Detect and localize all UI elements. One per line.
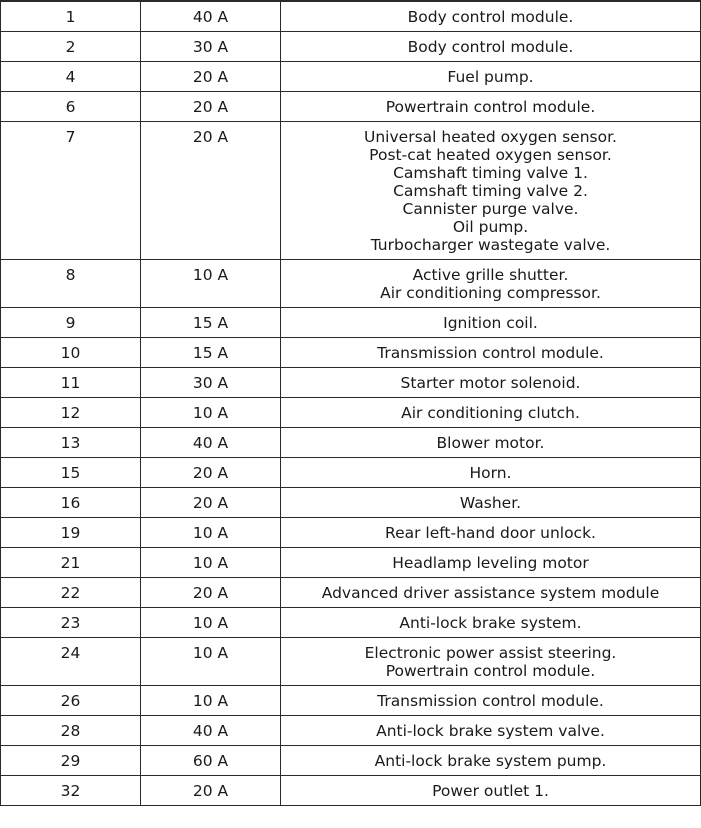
fuse-rating-cell: 20 A (141, 122, 281, 260)
table-row (1, 260, 701, 308)
fuse-rating-cell: 10 A (141, 398, 281, 428)
table-row (1, 338, 701, 368)
protected-circuit-cell (281, 686, 701, 716)
fuse-number-cell: 21 (1, 548, 141, 578)
protected-circuit-cell (281, 122, 701, 260)
protected-circuit-line: Transmission control module. (377, 344, 604, 362)
protected-circuit-line: Air conditioning compressor. (380, 284, 601, 302)
protected-circuit-line: Body control module. (407, 8, 574, 26)
protected-circuit-cell (281, 308, 701, 338)
protected-circuit-cell (281, 398, 701, 428)
fuse-number-cell: 26 (1, 686, 141, 716)
fuse-number-cell: 16 (1, 488, 141, 518)
fuse-rating-cell: 40 A (141, 428, 281, 458)
fuse-number-cell: 11 (1, 368, 141, 398)
fuse-number-cell: 10 (1, 338, 141, 368)
protected-circuit-line: Horn. (469, 464, 512, 482)
protected-circuit-cell (281, 608, 701, 638)
table-row (1, 398, 701, 428)
protected-circuit-line: Active grille shutter. (412, 266, 569, 284)
table-row (1, 308, 701, 338)
fuse-rating-cell: 60 A (141, 746, 281, 776)
fuse-number-cell: 2 (1, 32, 141, 62)
fuse-number-cell: 4 (1, 62, 141, 92)
protected-circuit-line: Air conditioning clutch. (401, 404, 580, 422)
fuse-number-cell: 9 (1, 308, 141, 338)
protected-circuit-line: Oil pump. (452, 218, 529, 236)
protected-circuit-line: Starter motor solenoid. (400, 374, 581, 392)
protected-circuit-cell (281, 458, 701, 488)
protected-circuit-line: Headlamp leveling motor (392, 554, 589, 572)
fuse-rating-cell: 10 A (141, 260, 281, 308)
fuse-rating-cell: 20 A (141, 458, 281, 488)
table-row (1, 92, 701, 122)
protected-circuit-cell (281, 518, 701, 548)
fuse-rating-cell: 40 A (141, 716, 281, 746)
table-row (1, 1, 701, 32)
protected-circuit-line: Universal heated oxygen sensor. (364, 128, 617, 146)
protected-circuit-line: Anti-lock brake system pump. (374, 752, 607, 770)
fuse-number-cell: 8 (1, 260, 141, 308)
table-row (1, 458, 701, 488)
protected-circuit-line: Powertrain control module. (385, 98, 596, 116)
fuse-number-cell: 19 (1, 518, 141, 548)
fuse-number-cell: 32 (1, 776, 141, 806)
fuse-rating-cell: 10 A (141, 608, 281, 638)
fuse-table-body (1, 1, 701, 806)
fuse-rating-cell: 15 A (141, 338, 281, 368)
fuse-rating-cell: 20 A (141, 92, 281, 122)
protected-circuit-line: Blower motor. (436, 434, 545, 452)
protected-circuit-line: Electronic power assist steering. (364, 644, 617, 662)
table-row (1, 62, 701, 92)
table-row (1, 488, 701, 518)
fuse-rating-cell: 20 A (141, 62, 281, 92)
protected-circuit-cell (281, 62, 701, 92)
protected-circuit-line: Body control module. (407, 38, 574, 56)
protected-circuit-line: Transmission control module. (377, 692, 604, 710)
protected-circuit-cell (281, 368, 701, 398)
fuse-rating-cell: 20 A (141, 488, 281, 518)
protected-circuit-cell (281, 578, 701, 608)
protected-circuit-cell (281, 488, 701, 518)
table-row (1, 608, 701, 638)
protected-circuit-line: Ignition coil. (443, 314, 538, 332)
protected-circuit-line: Turbocharger wastegate valve. (370, 236, 611, 254)
protected-circuit-line: Fuel pump. (447, 68, 534, 86)
table-row (1, 428, 701, 458)
fuse-rating-cell: 30 A (141, 368, 281, 398)
table-row (1, 578, 701, 608)
table-row (1, 32, 701, 62)
protected-circuit-line: Washer. (459, 494, 522, 512)
table-row (1, 548, 701, 578)
fuse-number-cell: 23 (1, 608, 141, 638)
fuse-rating-cell: 10 A (141, 548, 281, 578)
protected-circuit-cell (281, 776, 701, 806)
protected-circuit-line: Power outlet 1. (432, 782, 549, 800)
fuse-rating-cell: 10 A (141, 686, 281, 716)
table-row (1, 518, 701, 548)
table-row (1, 716, 701, 746)
fuse-rating-cell: 15 A (141, 308, 281, 338)
fuse-number-cell: 1 (1, 1, 141, 32)
fuse-number-cell: 29 (1, 746, 141, 776)
protected-circuit-cell (281, 548, 701, 578)
fuse-number-cell: 15 (1, 458, 141, 488)
fuse-number-cell: 6 (1, 92, 141, 122)
fuse-number-cell: 13 (1, 428, 141, 458)
protected-circuit-line: Camshaft timing valve 2. (393, 182, 588, 200)
protected-circuit-cell (281, 32, 701, 62)
fuse-number-cell: 7 (1, 122, 141, 260)
table-row (1, 746, 701, 776)
protected-circuit-line: Post-cat heated oxygen sensor. (369, 146, 612, 164)
protected-circuit-line: Anti-lock brake system. (399, 614, 582, 632)
fuse-number-cell: 24 (1, 638, 141, 686)
fuse-rating-cell: 10 A (141, 518, 281, 548)
fuse-rating-cell: 20 A (141, 578, 281, 608)
protected-circuit-line: Advanced driver assistance system module (321, 584, 660, 602)
protected-circuit-line: Anti-lock brake system valve. (376, 722, 605, 740)
fuse-rating-cell: 40 A (141, 1, 281, 32)
table-row (1, 122, 701, 260)
protected-circuit-line: Camshaft timing valve 1. (393, 164, 588, 182)
fuse-number-cell: 28 (1, 716, 141, 746)
fuse-rating-cell: 30 A (141, 32, 281, 62)
table-row (1, 368, 701, 398)
table-row (1, 776, 701, 806)
protected-circuit-line: Cannister purge valve. (402, 200, 579, 218)
protected-circuit-line: Rear left-hand door unlock. (385, 524, 596, 542)
protected-circuit-cell (281, 746, 701, 776)
fuse-rating-cell: 10 A (141, 638, 281, 686)
table-row (1, 686, 701, 716)
fuse-rating-cell: 20 A (141, 776, 281, 806)
protected-circuit-cell (281, 92, 701, 122)
fuse-number-cell: 12 (1, 398, 141, 428)
table-row (1, 638, 701, 686)
protected-circuit-cell (281, 428, 701, 458)
protected-circuit-cell (281, 338, 701, 368)
protected-circuit-cell (281, 638, 701, 686)
fuse-number-cell: 22 (1, 578, 141, 608)
protected-circuit-cell (281, 260, 701, 308)
protected-circuit-line: Powertrain control module. (385, 662, 596, 680)
protected-circuit-cell (281, 1, 701, 32)
protected-circuit-cell (281, 716, 701, 746)
